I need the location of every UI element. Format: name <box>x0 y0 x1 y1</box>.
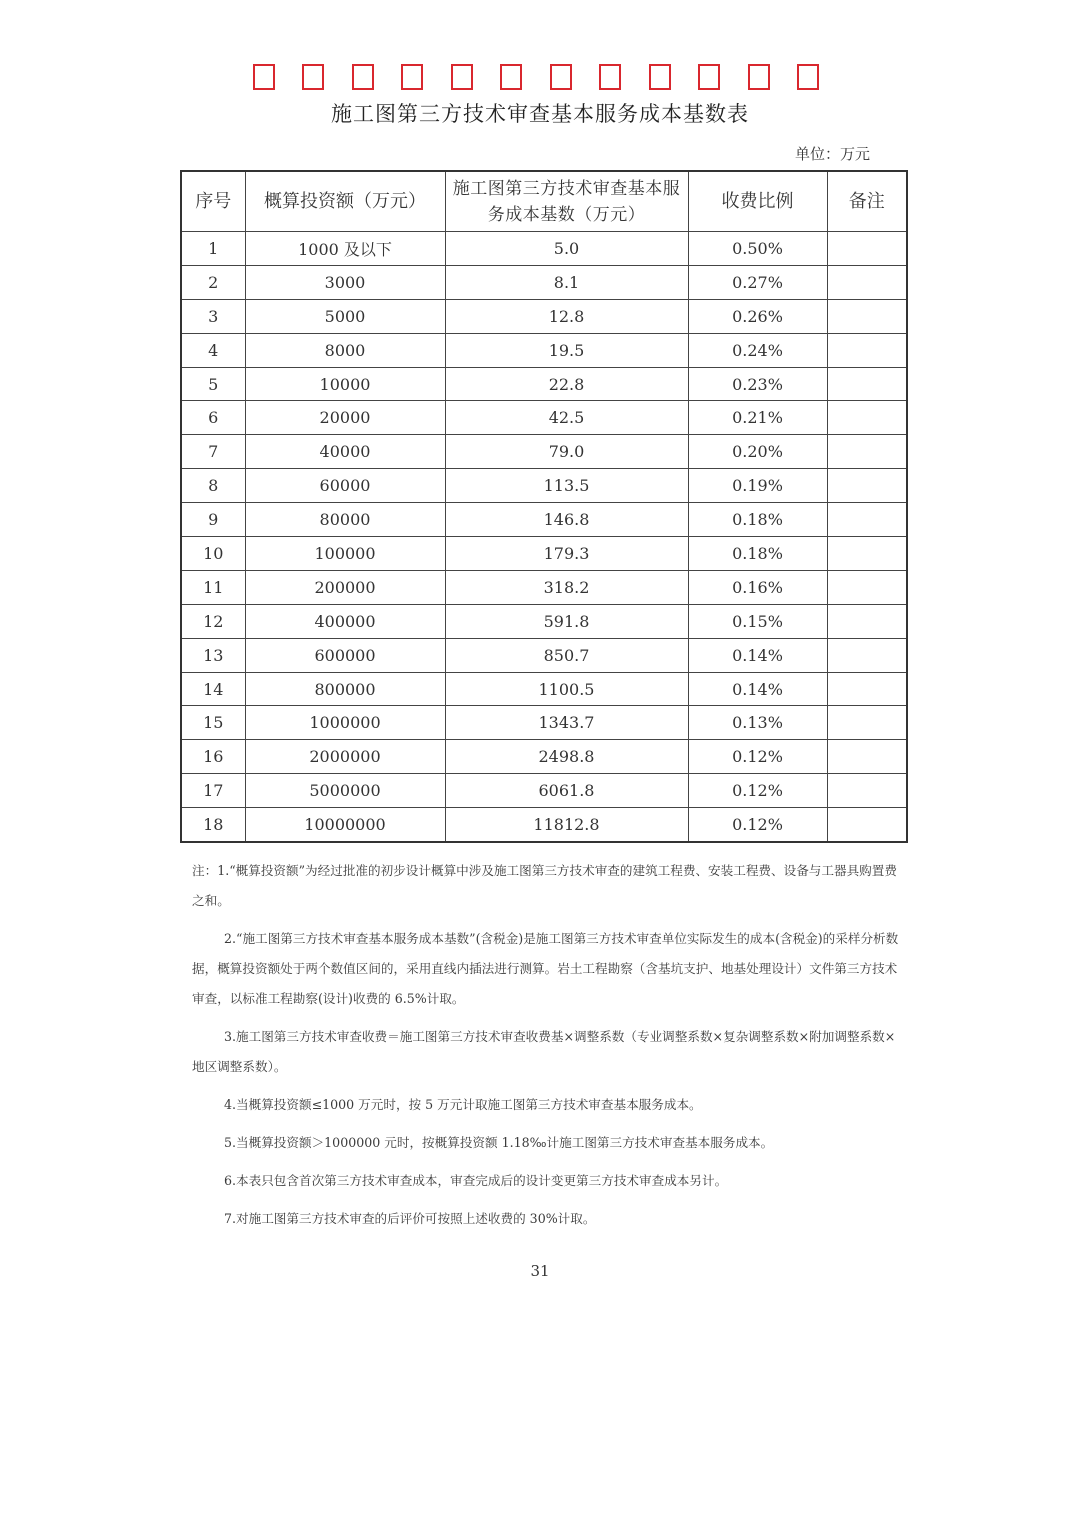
cell-rate: 0.21% <box>688 401 827 435</box>
table-row <box>181 604 907 638</box>
cell-base-cost: 591.8 <box>445 604 688 638</box>
cell-index: 4 <box>181 333 245 367</box>
cell-investment: 8000 <box>245 333 445 367</box>
cell-investment: 1000 及以下 <box>245 232 445 266</box>
cell-investment: 5000000 <box>245 774 445 808</box>
cell-index: 10 <box>181 537 245 571</box>
cell-rate: 0.16% <box>688 570 827 604</box>
stamp-box <box>401 64 423 90</box>
cell-remarks <box>827 672 907 706</box>
stamp-box <box>649 64 671 90</box>
note-4: 4.当概算投资额≤1000 万元时，按 5 万元计取施工图第三方技术审查基本服务成本。 <box>224 1097 702 1112</box>
cell-rate: 0.14% <box>688 672 827 706</box>
stamp-box <box>797 64 819 90</box>
cell-index: 13 <box>181 638 245 672</box>
cell-rate: 0.12% <box>688 808 827 842</box>
table-row <box>181 401 907 435</box>
cell-investment: 5000 <box>245 299 445 333</box>
cell-remarks <box>827 401 907 435</box>
cell-rate: 0.15% <box>688 604 827 638</box>
table-row <box>181 740 907 774</box>
cell-base-cost: 22.8 <box>445 367 688 401</box>
cell-base-cost: 19.5 <box>445 333 688 367</box>
cell-investment: 40000 <box>245 435 445 469</box>
table-row <box>181 706 907 740</box>
cell-remarks <box>827 299 907 333</box>
cell-investment: 600000 <box>245 638 445 672</box>
header-rate: 收费比例 <box>688 171 827 232</box>
cell-rate: 0.23% <box>688 367 827 401</box>
cell-index: 9 <box>181 503 245 537</box>
cell-remarks <box>827 774 907 808</box>
cell-rate: 0.12% <box>688 774 827 808</box>
note-2: 2.“施工图第三方技术审查基本服务成本基数”(含税金)是施工图第三方技术审查单位实际发生的成本(含税金)的采样分析数据，概算投资额处于两个数值区间的，采用直线内插法进行测算。岩土工程勘察（含基坑支护、地基处理设计）文件第三方技术审查，以标准工程勘察(设计)收费的 6.5%计取。 <box>192 931 899 1006</box>
cell-investment: 400000 <box>245 604 445 638</box>
cell-index: 12 <box>181 604 245 638</box>
cell-index: 18 <box>181 808 245 842</box>
note-5: 5.当概算投资额＞1000000 元时，按概算投资额 1.18‰计施工图第三方技术审查基本服务成本。 <box>224 1135 774 1150</box>
cell-remarks <box>827 333 907 367</box>
stamp-box <box>698 64 720 90</box>
header-remarks: 备注 <box>827 171 907 232</box>
cell-remarks <box>827 503 907 537</box>
stamp-box <box>599 64 621 90</box>
cell-base-cost: 1100.5 <box>445 672 688 706</box>
cell-rate: 0.19% <box>688 469 827 503</box>
note-6: 6.本表只包含首次第三方技术审查成本，审查完成后的设计变更第三方技术审查成本另计。 <box>224 1173 728 1188</box>
stamp-box <box>451 64 473 90</box>
stamp-box <box>352 64 374 90</box>
cell-rate: 0.26% <box>688 299 827 333</box>
cell-remarks <box>827 537 907 571</box>
cell-base-cost: 8.1 <box>445 265 688 299</box>
cell-index: 3 <box>181 299 245 333</box>
cell-remarks <box>827 604 907 638</box>
cell-index: 6 <box>181 401 245 435</box>
cell-index: 16 <box>181 740 245 774</box>
cell-index: 17 <box>181 774 245 808</box>
cell-base-cost: 318.2 <box>445 570 688 604</box>
header-base-cost: 施工图第三方技术审查基本服务成本基数（万元） <box>445 171 688 232</box>
header-index: 序号 <box>181 171 245 232</box>
cell-rate: 0.27% <box>688 265 827 299</box>
cell-index: 5 <box>181 367 245 401</box>
cell-remarks <box>827 367 907 401</box>
cell-remarks <box>827 265 907 299</box>
stamp-box <box>550 64 572 90</box>
table-row <box>181 570 907 604</box>
cell-index: 7 <box>181 435 245 469</box>
table-row <box>181 435 907 469</box>
table-row <box>181 299 907 333</box>
cell-rate: 0.18% <box>688 537 827 571</box>
cell-rate: 0.24% <box>688 333 827 367</box>
cell-rate: 0.13% <box>688 706 827 740</box>
table-row <box>181 672 907 706</box>
cell-investment: 80000 <box>245 503 445 537</box>
cell-investment: 100000 <box>245 537 445 571</box>
stamp-box <box>500 64 522 90</box>
table-row <box>181 232 907 266</box>
header-investment: 概算投资额（万元） <box>245 171 445 232</box>
cell-index: 8 <box>181 469 245 503</box>
cell-investment: 10000000 <box>245 808 445 842</box>
table-row <box>181 367 907 401</box>
table-header-row <box>181 171 907 232</box>
cell-base-cost: 11812.8 <box>445 808 688 842</box>
cell-rate: 0.20% <box>688 435 827 469</box>
cell-investment: 10000 <box>245 367 445 401</box>
cell-remarks <box>827 435 907 469</box>
table-row <box>181 638 907 672</box>
cell-index: 15 <box>181 706 245 740</box>
cell-base-cost: 12.8 <box>445 299 688 333</box>
stamp-box <box>302 64 324 90</box>
table-row <box>181 333 907 367</box>
cell-base-cost: 146.8 <box>445 503 688 537</box>
note-1: 注：1.“概算投资额”为经过批准的初步设计概算中涉及施工图第三方技术审查的建筑工程费、安装工程费、设备与工器具购置费之和。 <box>192 863 897 908</box>
cell-remarks <box>827 706 907 740</box>
cell-investment: 3000 <box>245 265 445 299</box>
cell-index: 2 <box>181 265 245 299</box>
cell-rate: 0.50% <box>688 232 827 266</box>
table-row <box>181 774 907 808</box>
note-7: 7.对施工图第三方技术审查的后评价可按照上述收费的 30%计取。 <box>224 1211 596 1226</box>
cell-base-cost: 2498.8 <box>445 740 688 774</box>
fee-table <box>180 170 908 843</box>
cell-investment: 2000000 <box>245 740 445 774</box>
cell-investment: 1000000 <box>245 706 445 740</box>
cell-base-cost: 179.3 <box>445 537 688 571</box>
cell-base-cost: 42.5 <box>445 401 688 435</box>
table-row <box>181 537 907 571</box>
cell-remarks <box>827 638 907 672</box>
notes-section <box>192 856 904 1242</box>
cell-base-cost: 1343.7 <box>445 706 688 740</box>
cell-base-cost: 5.0 <box>445 232 688 266</box>
cell-remarks <box>827 808 907 842</box>
stamp-box <box>748 64 770 90</box>
page-number: 31 <box>530 1262 550 1280</box>
table-row <box>181 265 907 299</box>
table-row <box>181 808 907 842</box>
cell-base-cost: 113.5 <box>445 469 688 503</box>
cell-remarks <box>827 469 907 503</box>
cell-base-cost: 850.7 <box>445 638 688 672</box>
stamp-box <box>253 64 275 90</box>
cell-investment: 60000 <box>245 469 445 503</box>
cell-index: 1 <box>181 232 245 266</box>
page-title: 施工图第三方技术审查基本服务成本基数表 <box>331 102 749 126</box>
cell-index: 11 <box>181 570 245 604</box>
cell-remarks <box>827 740 907 774</box>
cell-remarks <box>827 232 907 266</box>
red-stamp-boxes <box>253 64 819 90</box>
cell-rate: 0.14% <box>688 638 827 672</box>
cell-investment: 200000 <box>245 570 445 604</box>
table-row <box>181 469 907 503</box>
cell-rate: 0.18% <box>688 503 827 537</box>
cell-base-cost: 79.0 <box>445 435 688 469</box>
table-row <box>181 503 907 537</box>
cell-investment: 20000 <box>245 401 445 435</box>
cell-remarks <box>827 570 907 604</box>
note-3: 3.施工图第三方技术审查收费＝施工图第三方技术审查收费基×调整系数（专业调整系数×复杂调整系数×附加调整系数×地区调整系数）。 <box>192 1029 896 1074</box>
cell-investment: 800000 <box>245 672 445 706</box>
cell-base-cost: 6061.8 <box>445 774 688 808</box>
cell-rate: 0.12% <box>688 740 827 774</box>
cell-index: 14 <box>181 672 245 706</box>
unit-label: 单位：万元 <box>795 145 871 163</box>
